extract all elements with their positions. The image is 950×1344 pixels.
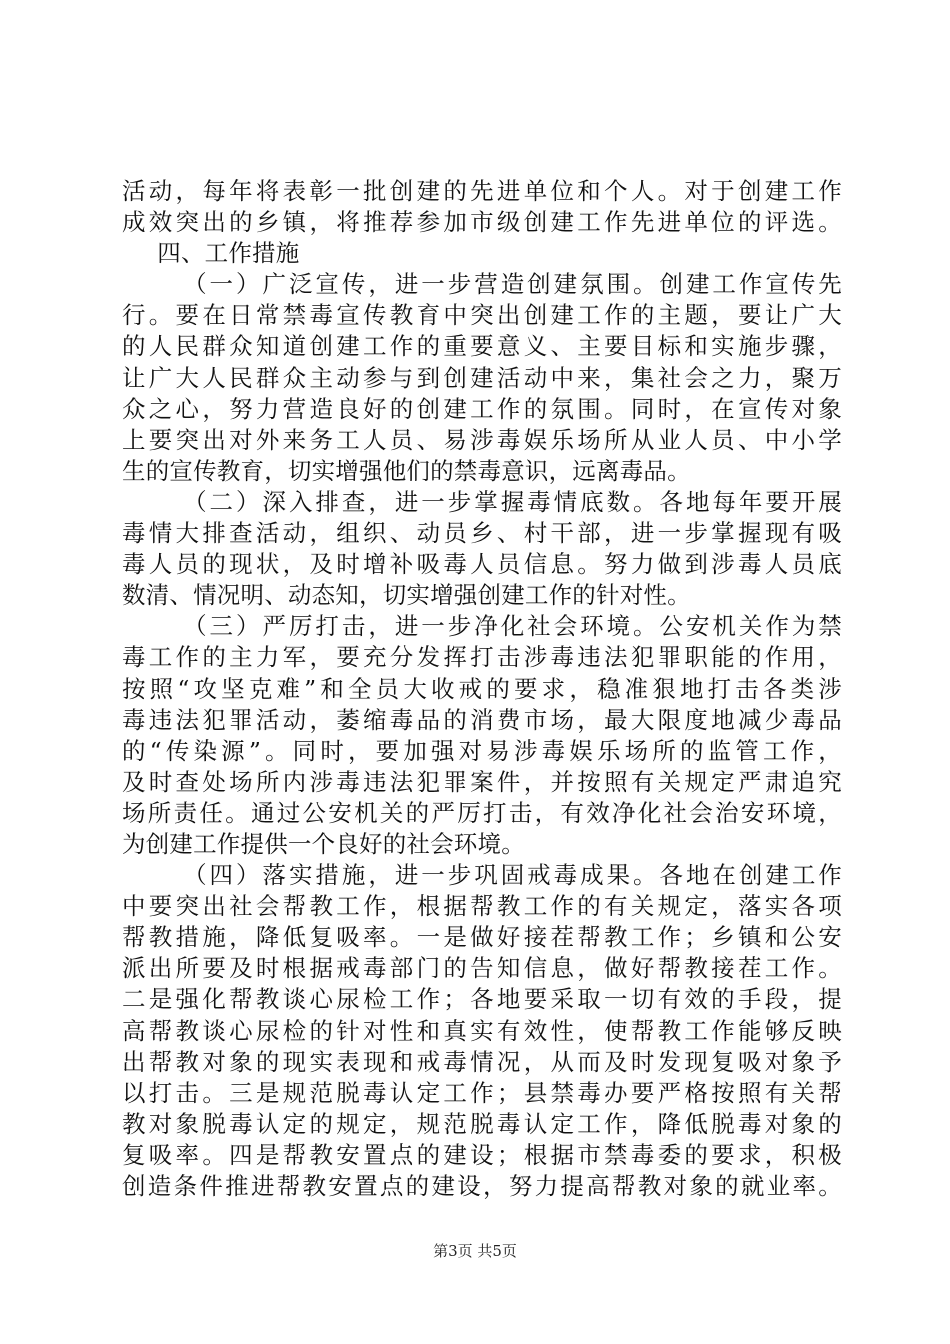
text-line: 上要突出对外来务工人员、易涉毒娱乐场所从业人员、中小学 [122,425,842,454]
text-line: 行。要在日常禁毒宣传教育中突出创建工作的主题，要让广大 [122,301,842,330]
text-line: 毒工作的主力军，要充分发挥打击涉毒违法犯罪职能的作用， [122,643,842,672]
text-line: （四）落实措施，进一步巩固戒毒成果。各地在创建工作 [183,861,842,890]
text-line: （三）严厉打击，进一步净化社会环境。公安机关作为禁 [183,612,842,641]
text-line: 中要突出社会帮教工作，根据帮教工作的有关规定，落实各项 [122,892,842,921]
text-line: 复吸率。四是帮教安置点的建设；根据市禁毒委的要求，积极 [122,1140,842,1169]
text-line: 成效突出的乡镇，将推荐参加市级创建工作先进单位的评选。 [122,208,842,237]
text-line: 高帮教谈心尿检的针对性和真实有效性，使帮教工作能够反映 [122,1016,842,1045]
text-line: 为创建工作提供一个良好的社会环境。 [122,829,525,858]
text-line: 场所责任。通过公安机关的严厉打击，有效净化社会治安环境， [122,798,842,827]
text-line: 毒情大排查活动，组织、动员乡、村干部，进一步掌握现有吸 [122,519,842,548]
text-line: 生的宣传教育，切实增强他们的禁毒意识，远离毒品。 [122,456,691,485]
text-line: 的“传染源”。同时，要加强对易涉毒娱乐场所的监管工作， [122,736,842,765]
text-line: 派出所要及时根据戒毒部门的告知信息，做好帮教接茬工作。 [122,954,842,983]
text-line: 按照“攻坚克难”和全员大收戒的要求，稳准狠地打击各类涉 [122,674,842,703]
text-line: 众之心，努力营造良好的创建工作的氛围。同时，在宣传对象 [122,394,842,423]
text-line: （一）广泛宣传，进一步营造创建氛围。创建工作宣传先 [183,270,842,299]
text-line: 以打击。三是规范脱毒认定工作；县禁毒办要严格按照有关帮 [122,1078,842,1107]
text-line: 毒人员的现状，及时增补吸毒人员信息。努力做到涉毒人员底 [122,550,842,579]
text-line: （二）深入排查，进一步掌握毒情底数。各地每年要开展 [183,487,842,516]
text-line: 二是强化帮教谈心尿检工作；各地要采取一切有效的手段，提 [122,985,842,1014]
text-line: 四、工作措施 [157,239,300,268]
text-line: 及时查处场所内涉毒违法犯罪案件，并按照有关规定严肃追究 [122,767,842,796]
text-line: 帮教措施，降低复吸率。一是做好接茬帮教工作；乡镇和公安 [122,923,842,952]
text-line: 活动，每年将表彰一批创建的先进单位和个人。对于创建工作 [122,177,842,205]
text-line: 的人民群众知道创建工作的重要意义、主要目标和实施步骤， [122,332,842,361]
page-footer: 第3页 共5页 [433,1242,517,1260]
text-line: 创造条件推进帮教安置点的建设，努力提高帮教对象的就业率。 [122,1172,842,1200]
text-line: 数清、情况明、动态知，切实增强创建工作的针对性。 [122,581,691,610]
text-line: 教对象脱毒认定的规定，规范脱毒认定工作，降低脱毒对象的 [122,1109,842,1138]
text-line: 毒违法犯罪活动，萎缩毒品的消费市场，最大限度地减少毒品 [122,705,842,734]
document-body [122,176,842,1202]
text-line: 让广大人民群众主动参与到创建活动中来，集社会之力，聚万 [122,363,842,392]
text-line: 出帮教对象的现实表现和戒毒情况，从而及时发现复吸对象予 [122,1047,842,1076]
